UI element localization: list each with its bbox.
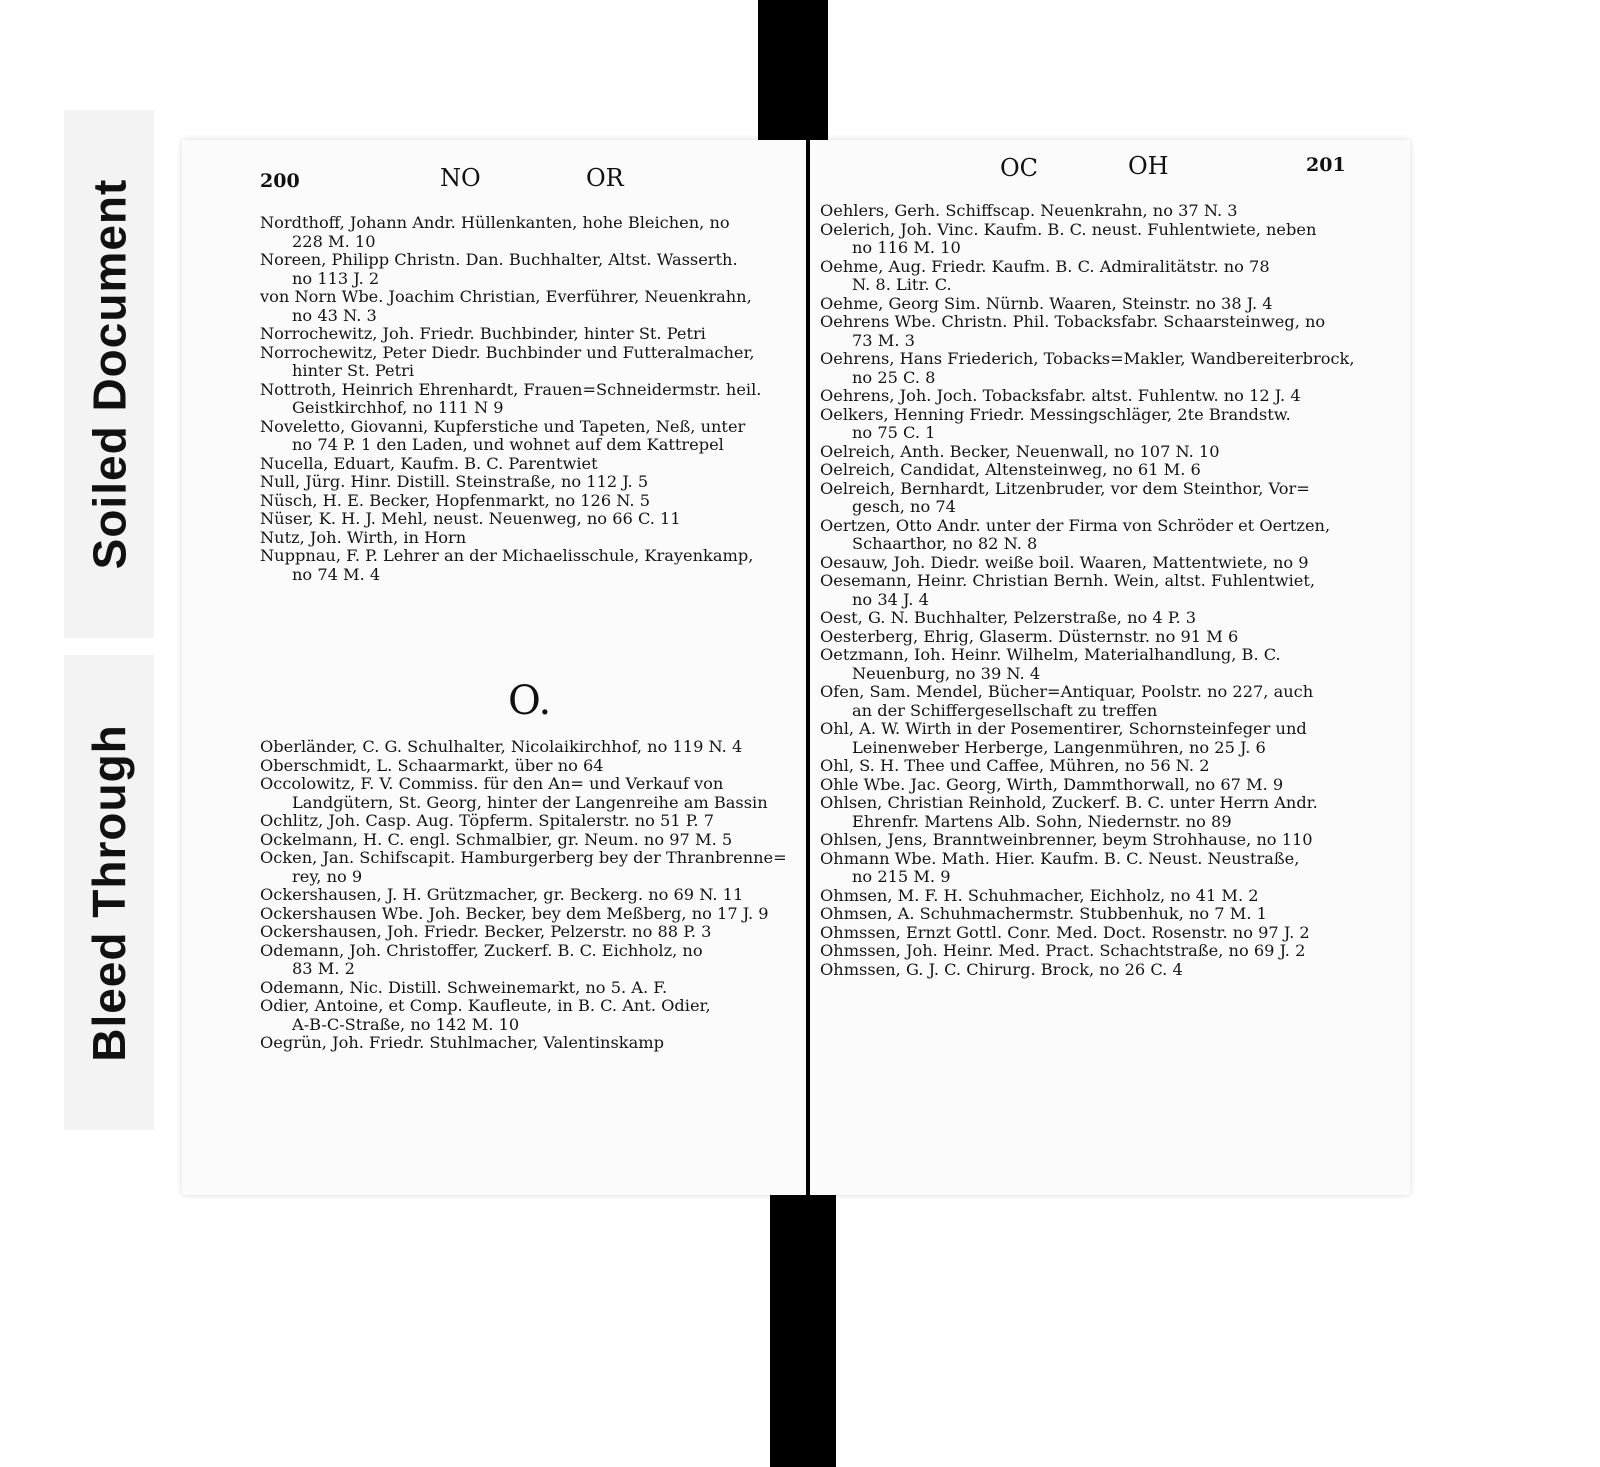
entry-line: Ockelmann, H. C. engl. Schmalbier, gr. Neum. no 97 M. 5 xyxy=(260,829,733,849)
entry-line: 228 M. 10 xyxy=(292,231,376,251)
entry-line: Ockershausen Wbe. Joh. Becker, bey dem Meßberg, no 17 J. 9 xyxy=(260,903,769,923)
entry-line: Ofen, Sam. Mendel, Bücher=Antiquar, Poolstr. no 227, auch xyxy=(820,682,1314,701)
soiled-document-text: Soiled Document xyxy=(83,178,135,570)
entry-line: Norrochewitz, Joh. Friedr. Buchbinder, hinter St. Petri xyxy=(260,324,706,343)
entry-line: an der Schiffergesellschaft zu treffen xyxy=(852,700,1158,720)
left-entries-bottom xyxy=(260,737,787,1053)
entry-line: Norrochewitz, Peter Diedr. Buchbinder und Futteralmacher, xyxy=(260,342,755,362)
entry-line: no 113 J. 2 xyxy=(292,268,380,288)
gutter-shadow-bottom xyxy=(770,1195,836,1467)
entry-line: Oehrens Wbe. Christn. Phil. Tobacksfabr. Schaarsteinweg, no xyxy=(820,312,1326,331)
entry-line: no 34 J. 4 xyxy=(852,589,929,609)
entry-line: Geistkirchhof, no 111 N 9 xyxy=(292,398,504,417)
entry-line: Oehme, Georg Sim. Nürnb. Waaren, Steinstr. no 38 J. 4 xyxy=(820,293,1273,313)
right-page-number: 201 xyxy=(1306,154,1346,176)
entry-line: Ocken, Jan. Schifscapit. Hamburgerberg bey der Thranbrenne= xyxy=(260,848,787,867)
section-letter-o: O. xyxy=(508,678,552,724)
entry-line: Ohmann Wbe. Math. Hier. Kaufm. B. C. Neust. Neustraße, xyxy=(820,848,1300,868)
entry-line: Ohmsen, A. Schuhmachermstr. Stubbenhuk, no 7 M. 1 xyxy=(820,904,1267,923)
entry-line: Ohmsen, M. F. H. Schuhmacher, Eichholz, no 41 M. 2 xyxy=(820,885,1259,905)
entry-line: Odemann, Joh. Christoffer, Zuckerf. B. C. Eichholz, no xyxy=(260,940,703,960)
entry-line: Oelkers, Henning Friedr. Messingschläger, 2te Brandstw. xyxy=(820,404,1291,424)
entry-line: Ohl, S. H. Thee und Caffee, Mühren, no 56 N. 2 xyxy=(820,756,1210,775)
entry-line: Occolowitz, F. V. Commiss. für den An= und Verkauf von xyxy=(260,774,724,793)
entry-line: Oest, G. N. Buchhalter, Pelzerstraße, no 4 P. 3 xyxy=(820,608,1197,627)
entry-line: no 74 M. 4 xyxy=(292,564,381,584)
left-page-number: 200 xyxy=(260,170,300,192)
entry-line: 83 M. 2 xyxy=(292,959,355,978)
entry-line: Oelreich, Candidat, Altensteinweg, no 61 M. 6 xyxy=(820,460,1201,479)
entry-line: Odier, Antoine, et Comp. Kaufleute, in B. C. Ant. Odier, xyxy=(260,996,711,1015)
entry-line: gesch, no 74 xyxy=(852,497,956,516)
entry-line: Nuppnau, F. P. Lehrer an der Michaelisschule, Krayenkamp, xyxy=(260,546,754,565)
entry-line: Oelreich, Bernhardt, Litzenbruder, vor dem Steinthor, Vor= xyxy=(820,478,1310,498)
entry-line: Leinenweber Herberge, Langenmühren, no 25 J. 6 xyxy=(852,737,1266,757)
entry-line: Oertzen, Otto Andr. unter der Firma von Schröder et Oertzen, xyxy=(820,515,1331,535)
entry-line: Oberschmidt, L. Schaarmarkt, über no 64 xyxy=(260,755,604,775)
entry-line: Oehrens, Hans Friederich, Tobacks=Makler, Wandbereiterbrock, xyxy=(820,349,1355,368)
entry-line: Ohl, A. W. Wirth in der Posementirer, Schornsteinfeger und xyxy=(820,719,1307,738)
entry-line: Neuenburg, no 39 N. 4 xyxy=(852,663,1041,683)
entry-line: no 215 M. 9 xyxy=(852,867,951,886)
entry-line: Ohmssen, G. J. C. Chirurg. Brock, no 26 C. 4 xyxy=(820,959,1183,979)
entry-line: no 75 C. 1 xyxy=(852,423,936,442)
entry-line: Oegrün, Joh. Friedr. Stuhlmacher, Valentinskamp xyxy=(260,1033,664,1052)
entry-line: Landgütern, St. Georg, hinter der Langenreihe am Bassin xyxy=(292,792,768,812)
right-entries xyxy=(820,202,1405,979)
entry-line: Ohmssen, Joh. Heinr. Med. Pract. Schachtstraße, no 69 J. 2 xyxy=(820,941,1306,960)
entry-line: Ohmssen, Ernzt Gottl. Conr. Med. Doct. Rosenstr. no 97 J. 2 xyxy=(820,922,1310,942)
right-header-right: OH xyxy=(1128,152,1169,180)
left-page xyxy=(182,140,806,1195)
entry-line: Odemann, Nic. Distill. Schweinemarkt, no 5. A. F. xyxy=(260,977,668,997)
entry-line: Oesterberg, Ehrig, Glaserm. Düsternstr. no 91 M 6 xyxy=(820,626,1239,646)
entry-line: Ockershausen, J. H. Grützmacher, gr. Beckerg. no 69 N. 11 xyxy=(260,885,744,904)
entry-line: Nucella, Eduart, Kaufm. B. C. Parentwiet xyxy=(260,453,598,473)
entry-line: Null, Jürg. Hinr. Distill. Steinstraße, no 112 J. 5 xyxy=(260,472,649,491)
entry-line: no 74 P. 1 den Laden, und wohnet auf dem Kattrepel xyxy=(292,435,724,454)
entry-line: Nordthoff, Johann Andr. Hüllenkanten, hohe Bleichen, no xyxy=(260,213,730,232)
left-entries-top xyxy=(260,214,780,584)
entry-line: Ohlsen, Jens, Branntweinbrenner, beym Strohhause, no 110 xyxy=(820,830,1313,849)
entry-line: Noreen, Philipp Christn. Dan. Buchhalter, Altst. Wasserth. xyxy=(260,250,738,269)
entry-line: von Norn Wbe. Joachim Christian, Everführer, Neuenkrahn, xyxy=(260,287,752,306)
entry-line: Ohle Wbe. Jac. Georg, Wirth, Dammthorwall, no 67 M. 9 xyxy=(820,774,1284,794)
left-header-left: NO xyxy=(440,164,481,192)
entry-line: Oelerich, Joh. Vinc. Kaufm. B. C. neust. Fuhlentwiete, neben xyxy=(820,219,1317,239)
entry-line: Oesemann, Heinr. Christian Bernh. Wein, altst. Fuhlentwiet, xyxy=(820,571,1315,590)
right-page xyxy=(810,140,1410,1195)
gutter-shadow-top xyxy=(758,0,828,145)
entry-line: Oehrens, Joh. Joch. Tobacksfabr. altst. Fuhlentw. no 12 J. 4 xyxy=(820,386,1301,405)
entry-line: Oehlers, Gerh. Schiffscap. Neuenkrahn, no 37 N. 3 xyxy=(820,201,1238,220)
bleed-through-text: Bleed Through xyxy=(83,723,136,1062)
bleed-through-label xyxy=(64,655,154,1130)
left-header-right: OR xyxy=(586,164,624,192)
entry-line: no 116 M. 10 xyxy=(852,238,961,257)
entry-line: Oetzmann, Ioh. Heinr. Wilhelm, Materialhandlung, B. C. xyxy=(820,645,1281,664)
entry-line: Nutz, Joh. Wirth, in Horn xyxy=(260,527,467,547)
entry-line: Ockershausen, Joh. Friedr. Becker, Pelzerstr. no 88 P. 3 xyxy=(260,922,712,941)
entry-line: 73 M. 3 xyxy=(852,330,915,350)
entry-line: Nüser, K. H. J. Mehl, neust. Neuenweg, no 66 C. 11 xyxy=(260,509,681,528)
entry-line: Ehrenfr. Martens Alb. Sohn, Niedernstr. no 89 xyxy=(852,811,1232,831)
entry-line: A-B-C-Straße, no 142 M. 10 xyxy=(292,1014,520,1034)
entry-line: Schaarthor, no 82 N. 8 xyxy=(852,534,1038,553)
entry-line: Ochlitz, Joh. Casp. Aug. Töpferm. Spitalerstr. no 51 P. 7 xyxy=(260,811,714,830)
entry-line: Nottroth, Heinrich Ehrenhardt, Frauen=Schneidermstr. heil. xyxy=(260,379,762,399)
entry-line: rey, no 9 xyxy=(292,866,363,886)
soiled-document-label xyxy=(64,110,154,638)
entry-line: Nüsch, H. E. Becker, Hopfenmarkt, no 126 N. 5 xyxy=(260,490,651,510)
entry-line: Oehme, Aug. Friedr. Kaufm. B. C. Admiralitätstr. no 78 xyxy=(820,256,1270,276)
entry-line: Noveletto, Giovanni, Kupferstiche und Tapeten, Neß, unter xyxy=(260,416,746,436)
entry-line: no 25 C. 8 xyxy=(852,367,936,387)
entry-line: N. 8. Litr. C. xyxy=(852,275,952,294)
entry-line: Oelreich, Anth. Becker, Neuenwall, no 107 N. 10 xyxy=(820,441,1220,461)
entry-line: hinter St. Petri xyxy=(292,361,415,380)
entry-line: Oesauw, Joh. Diedr. weiße boil. Waaren, Mattentwiete, no 9 xyxy=(820,552,1309,572)
entry-line: Ohlsen, Christian Reinhold, Zuckerf. B. C. unter Herrn Andr. xyxy=(820,793,1318,812)
right-header-left: OC xyxy=(1000,154,1039,182)
entry-line: no 43 N. 3 xyxy=(292,305,377,325)
entry-line: Oberländer, C. G. Schulhalter, Nicolaikirchhof, no 119 N. 4 xyxy=(260,737,743,756)
